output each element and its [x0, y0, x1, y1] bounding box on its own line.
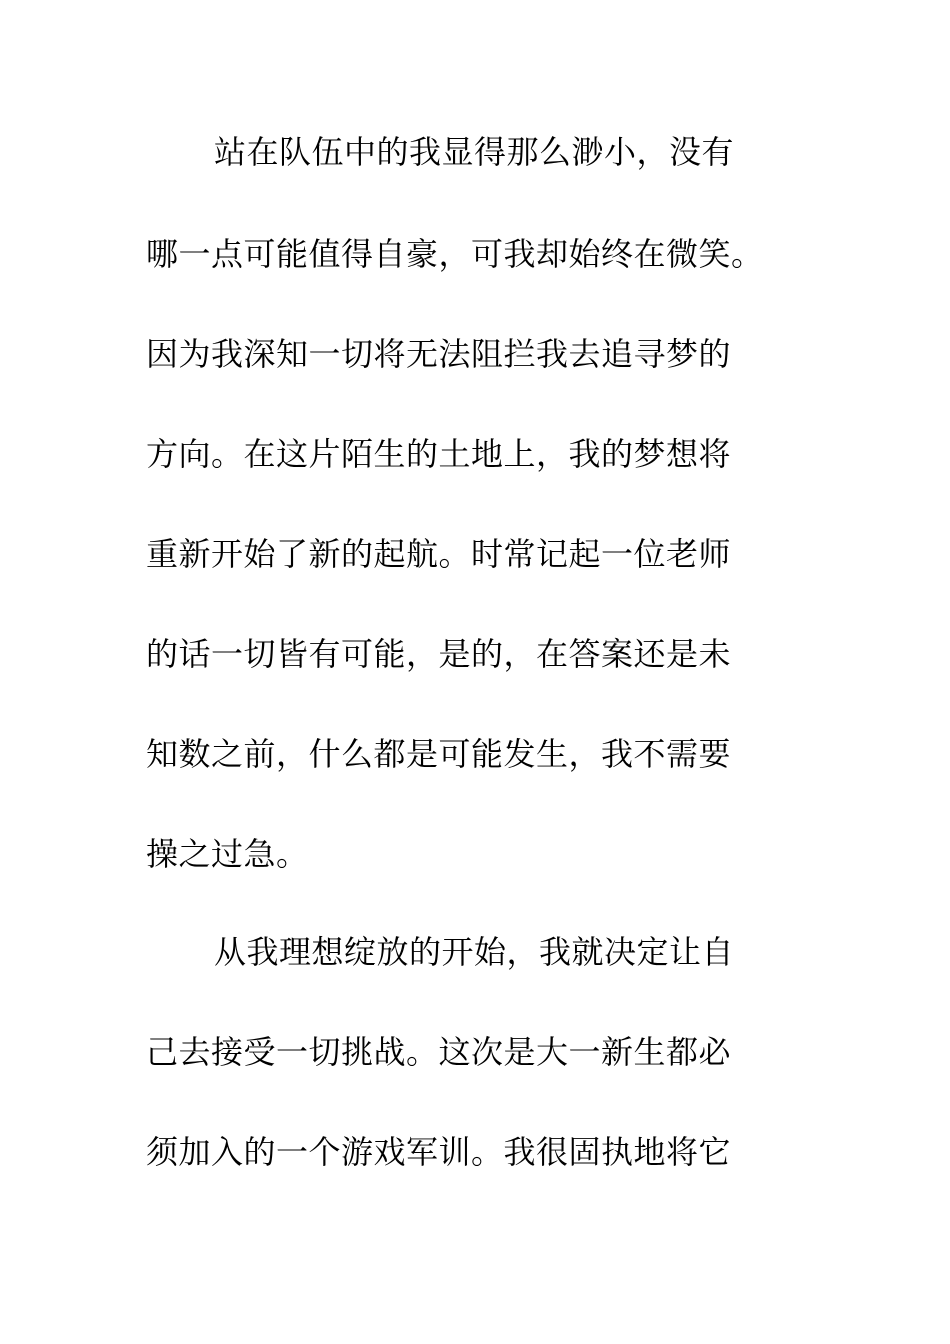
paragraph-1-line-1: 站在队伍中的我显得那么渺小，没有 [214, 133, 735, 171]
paragraph-1-line-6: 的话一切皆有可能，是的，在答案还是未 [146, 635, 732, 673]
paragraph-1-line-3: 因为我深知一切将无法阻拦我去追寻梦的 [146, 335, 732, 373]
paragraph-1-line-7: 知数之前，什么都是可能发生，我不需要 [146, 735, 732, 773]
paragraph-2-line-3: 须加入的一个游戏军训。我很固执地将它 [146, 1133, 732, 1171]
paragraph-1-line-4: 方向。在这片陌生的土地上，我的梦想将 [146, 435, 732, 473]
paragraph-2-line-1: 从我理想绽放的开始，我就决定让自 [214, 933, 735, 971]
paragraph-1-line-8: 操之过急。 [146, 835, 309, 873]
paragraph-2-line-2: 己去接受一切挑战。这次是大一新生都必 [146, 1033, 732, 1071]
paragraph-1-line-5: 重新开始了新的起航。时常记起一位老师 [146, 535, 732, 573]
paragraph-1-line-2: 哪一点可能值得自豪，可我却始终在微笑。 [146, 235, 764, 273]
